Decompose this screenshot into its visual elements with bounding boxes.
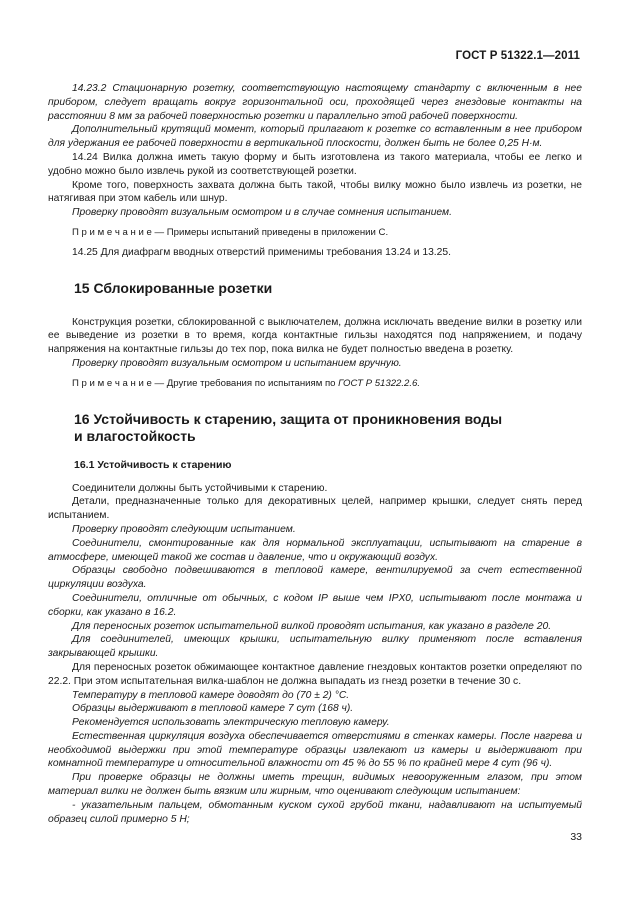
paragraph-temperature: Температуру в тепловой камере доводят до (70 ± 2) °С. [72,689,350,701]
paragraph-electric-chamber: Рекомендуется использовать электрическую тепловую камеру. [72,717,390,729]
note-other-requirements [48,377,582,391]
paragraph-covers: Для соединителей, имеющих крышки, испытательную вилку применяют после вставления закрывающей крышки. [48,634,582,660]
paragraph-ip-code: Соединители, отличные от обычных, с кодом IP выше чем IPX0, испытывают после монтажа и сборки, как указано в 16.2. [48,592,582,618]
paragraph-14-24: 14.24 Вилка должна иметь такую форму и быть изготовлена из такого материала, чтобы ее легко и удобно можно было извлечь рукой из соответствующей розетки. [48,151,582,177]
section-heading-16-line2: и влагостойкость [74,427,196,444]
note-examples [48,226,582,240]
standard-code-header: ГОСТ Р 51322.1—2011 [455,50,580,62]
paragraph-duration: Образцы выдерживают в тепловой камере 7 сут (168 ч). [72,703,354,715]
note-text: — Другие требования по испытаниям по [151,377,339,389]
paragraph-check-manual: Проверку проводят визуальным осмотром и испытанием вручную. [72,357,402,369]
paragraph-check-test: Проверку проводят следующим испытанием. [72,523,296,535]
paragraph-decorative-parts: Детали, предназначенные только для декоративных целей, например крышки, следует снять перед испытанием. [48,496,582,522]
paragraph-aging-atmosphere: Соединители, смонтированные как для нормальной эксплуатации, испытывают на старение в атмосфере, имеющей такой же состав и давление, что и окружающий воздух. [48,537,582,563]
page-number: 33 [570,831,582,843]
paragraph-air-circulation: Естественная циркуляция воздуха обеспечивается отверстиями в стенках камеры. После нагрева и необходимой выдержки при этой температуре образцы извлекают из камеры и выдерживают при комнатной температуре и относительной влажности от 45 % до 55 % по крайней мере 4 сут (96 ч). [48,730,582,770]
section-heading-16-line1: 16 Устойчивость к старению, защита от проникновения воды [74,410,503,427]
paragraph-contact-pressure: Для переносных розеток обжимающее контактное давление гнездовых контактов розетки определяют по 22.2. При этом испытательная вилка-шаблон не должна выпадать из гнезд розетки в течение 30 с. [48,661,582,687]
paragraph-portable-sockets: Для переносных розеток испытательной вилкой проводят испытания, как указано в разделе 20. [72,620,552,632]
subsection-heading-16-1: 16.1 Устойчивость к старению [74,458,232,471]
paragraph-interlocked-socket: Конструкция розетки, сблокированной с выключателем, должна исключать введение вилки в розетку или ее выведение из розетки в то время, когда контактные гильзы находятся под напряжением, и подачу напряжения на контактные гильзы до тех пор, пока вилка не будет полностью введена в розетку. [48,316,582,356]
paragraph-14-25: 14.25 Для диафрагм вводных отверстий применимы требования 13.24 и 13.25. [72,246,451,258]
section-heading-15: 15 Сблокированные розетки [74,279,273,296]
paragraph-14-23-2: 14.23.2 Стационарную розетку, соответствующую настоящему стандарту с включенным в нее прибором, следует вращать вокруг горизонтальной оси, проходящей через гнездовые контакты на расстоянии 8 мм за рабочей поверхностью розетки и параллельно этой рабочей поверхности. [48,83,582,122]
note-label: П р и м е ч а н и е [72,226,152,238]
note-label: П р и м е ч а н и е [72,377,152,389]
paragraph-heat-chamber: Образцы свободно подвешиваются в тепловой камере, вентилируемой за счет естественной циркуляции воздуха. [48,565,582,591]
note-reference: ГОСТ Р 51322.2.6. [338,377,421,389]
paragraph-grip-surface: Кроме того, поверхность захвата должна быть такой, чтобы вилку можно было извлечь из розетки, не натягивая при этом кабель или шнур. [48,179,582,205]
page-content [48,82,582,826]
paragraph-finger-test: - указательным пальцем, обмотанным куском сухой грубой ткани, надавливают на испытуемый образец силой примерно 5 Н; [48,799,582,825]
paragraph-torque: Дополнительный крутящий момент, который прилагают к розетке со вставленным в нее прибором для удержания ее рабочей поверхности в вертикальной плоскости, должен быть не более 0,25 Н·м. [48,124,582,150]
paragraph-check-visual: Проверку проводят визуальным осмотром и в случае сомнения испытанием. [72,207,452,219]
note-text: — Примеры испытаний приведены в приложении С. [151,226,389,238]
paragraph-aging-resistance: Соединители должны быть устойчивыми к старению. [72,482,328,494]
section-heading-16 [74,411,582,445]
paragraph-inspection: При проверке образцы не должны иметь трещин, видимых невооруженным глазом, при этом материал вилки не должен быть вязким или жирным, что оценивают следующим испытанием: [48,772,582,798]
